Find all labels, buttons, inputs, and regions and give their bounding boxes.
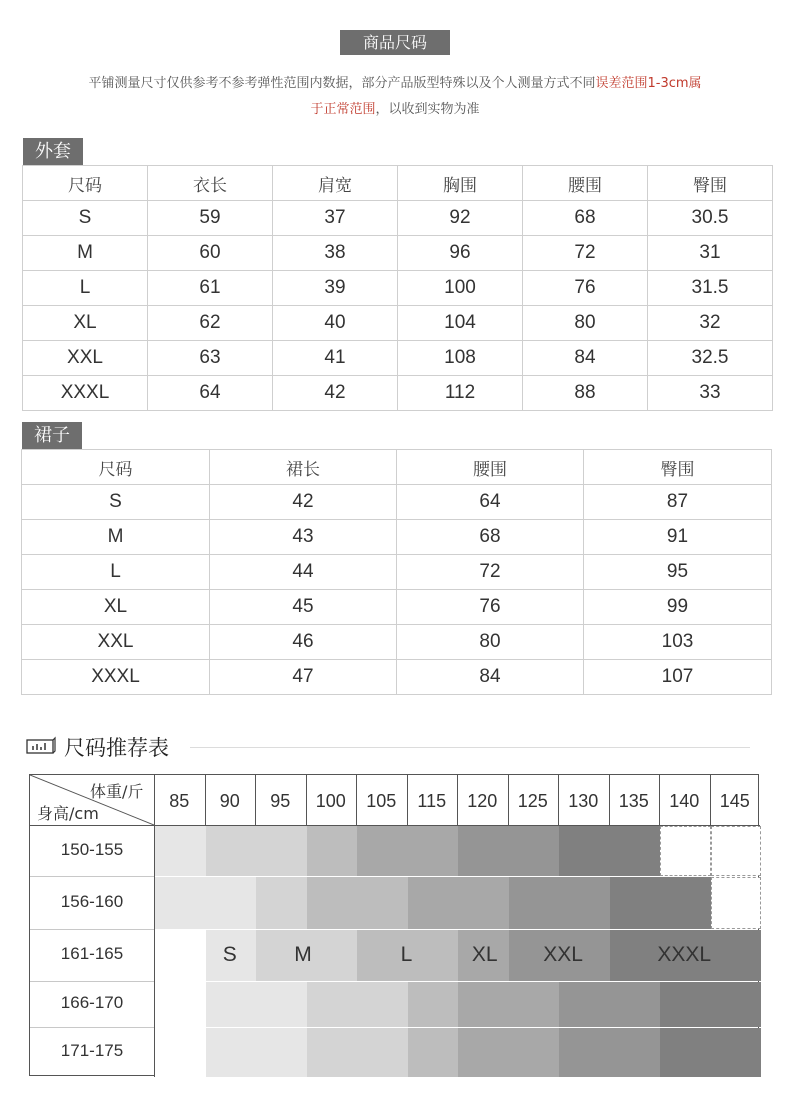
table-cell: 88 [523,376,648,411]
size-label: XL [471,943,498,966]
header-divider [609,775,610,825]
column-header: 臀围 [648,166,773,201]
recommend-cell [256,826,307,876]
table-cell: XXL [23,341,148,376]
recommend-cell [711,877,762,929]
table-cell: 68 [523,201,648,236]
table-cell: 104 [398,306,523,341]
recommend-cell [408,1028,459,1077]
table-row [23,236,773,271]
recommend-cell [206,826,257,876]
table-cell: 72 [397,555,584,590]
height-label: 171-175 [60,1041,124,1060]
size-recommend-chart [29,774,759,1076]
recommend-cell [660,982,711,1027]
column-header: 肩宽 [273,166,398,201]
header-divider [659,775,660,825]
column-header: 裙长 [210,450,397,485]
table-cell: S [22,485,210,520]
weight-header: 120 [467,791,498,811]
table-cell: 59 [148,201,273,236]
header-bottom-line [30,825,760,826]
table-cell: 47 [210,660,397,695]
table-header-row [22,450,772,485]
table-cell: 31.5 [648,271,773,306]
table-cell: 103 [584,625,772,660]
weight-header: 85 [169,791,190,811]
header-divider [306,775,307,825]
height-label: 156-160 [60,891,124,911]
column-header: 尺码 [23,166,148,201]
recommend-cell [256,877,307,929]
row-divider [30,981,154,982]
table-cell: 96 [398,236,523,271]
table-cell: 84 [397,660,584,695]
recommend-cell [559,1028,610,1077]
recommend-cell [660,877,711,929]
coat-size-table [22,165,773,411]
note-line-1: 平铺测量尺寸仅供参考不参考弹性范围内数据，部分产品版型特殊以及个人测量方式不同误差范围1-3cm属 [88,76,702,91]
table-cell: 33 [648,376,773,411]
table-cell: 37 [273,201,398,236]
table-cell: 76 [523,271,648,306]
table-cell: 68 [397,520,584,555]
column-header: 胸围 [398,166,523,201]
table-row [23,271,773,306]
recommend-cell [711,1028,762,1077]
header-divider [205,775,206,825]
skirt-size-table [21,449,772,695]
table-row [22,625,772,660]
table-cell: 44 [210,555,397,590]
table-cell: 38 [273,236,398,271]
recommend-cell [307,826,358,876]
recommend-cell [711,826,762,876]
recommend-cell [509,877,560,929]
recommend-cell [610,930,661,981]
table-cell: 91 [584,520,772,555]
recommend-cell [408,826,459,876]
recommend-cell [357,1028,408,1077]
table-cell: 72 [523,236,648,271]
table-row [23,201,773,236]
recommend-cell [610,826,661,876]
table-cell: 61 [148,271,273,306]
recommend-cell [559,826,610,876]
table-cell: 76 [397,590,584,625]
table-cell: XXL [22,625,210,660]
table-cell: 112 [398,376,523,411]
recommend-cell [155,1028,206,1077]
table-cell: 64 [148,376,273,411]
table-cell: XXXL [22,660,210,695]
table-cell: 39 [273,271,398,306]
table-cell: 107 [584,660,772,695]
recommend-cell [610,877,661,929]
table-cell: 32 [648,306,773,341]
recommend-cell [458,877,509,929]
table-row [22,485,772,520]
recommend-cell [408,982,459,1027]
header-divider [255,775,256,825]
label-column-line [154,775,155,1077]
table-cell: 31 [648,236,773,271]
table-cell: L [22,555,210,590]
weight-header: 115 [417,791,447,811]
table-cell: 84 [523,341,648,376]
table-cell: 60 [148,236,273,271]
table-cell: 46 [210,625,397,660]
table-header-row [23,166,773,201]
table-cell: 30.5 [648,201,773,236]
table-row [22,555,772,590]
height-label: 166-170 [60,993,124,1012]
header-divider [457,775,458,825]
table-cell: L [23,271,148,306]
weight-header: 105 [366,791,397,811]
title-divider [190,747,750,748]
weight-header: 125 [517,791,548,811]
recommend-title [26,732,169,762]
weight-header: 130 [568,791,599,811]
header-divider [508,775,509,825]
recommend-cell [458,826,509,876]
recommend-cell [458,982,509,1027]
weight-axis-label: 体重/斤 [90,782,144,801]
recommend-cell [559,982,610,1027]
recommend-cell [610,982,661,1027]
recommend-cell [155,826,206,876]
note-line-2: 于正常范围，以收到实物为准 [310,102,480,117]
size-label: S [222,943,237,966]
recommend-cell [357,982,408,1027]
weight-header: 140 [669,791,700,811]
recommend-cell [307,1028,358,1077]
table-cell: 63 [148,341,273,376]
recommend-cell [711,982,762,1027]
table-cell: XXXL [23,376,148,411]
recommend-cell [509,1028,560,1077]
recommend-cell [155,877,206,929]
table-cell: M [23,236,148,271]
table-cell: 40 [273,306,398,341]
weight-header: 145 [719,791,750,811]
row-divider [30,876,154,877]
table-cell: 92 [398,201,523,236]
recommend-cell [357,826,408,876]
size-label: M [294,943,312,966]
bar-chart-icon [26,735,56,759]
table-cell: 62 [148,306,273,341]
recommend-cell [307,877,358,929]
page-title: 商品尺码 [340,30,450,55]
table-cell: XL [23,306,148,341]
column-header: 腰围 [523,166,648,201]
table-cell: 95 [584,555,772,590]
size-label: XXL [543,943,583,966]
table-cell: 80 [523,306,648,341]
table-cell: 45 [210,590,397,625]
recommend-cell [458,1028,509,1077]
weight-header: 90 [219,791,240,811]
recommend-title-text: 尺码推荐表 [64,736,169,760]
weight-header: 100 [315,791,346,811]
header-divider [407,775,408,825]
size-label: XXXL [657,943,712,966]
header-divider [558,775,559,825]
recommend-cell [357,877,408,929]
header-divider [356,775,357,825]
recommend-cell [155,930,206,981]
corner-header [30,775,154,825]
recommend-cell [307,930,358,981]
table-cell: 32.5 [648,341,773,376]
column-header: 臀围 [584,450,772,485]
recommend-cell [559,877,610,929]
column-header: 尺码 [22,450,210,485]
weight-header: 135 [618,791,649,811]
height-label: 161-165 [60,944,124,963]
table-cell: 87 [584,485,772,520]
skirt-tag: 裙子 [22,422,82,449]
recommend-cell [155,982,206,1027]
table-row [23,376,773,411]
table-cell: 80 [397,625,584,660]
table-cell: XL [22,590,210,625]
recommend-cell [509,826,560,876]
recommend-cell [610,1028,661,1077]
recommend-cell [206,877,257,929]
table-cell: 64 [397,485,584,520]
recommend-cell [408,930,459,981]
table-cell: 100 [398,271,523,306]
recommend-cell [711,930,762,981]
table-cell: 43 [210,520,397,555]
table-cell: 42 [273,376,398,411]
table-cell: 41 [273,341,398,376]
table-row [23,306,773,341]
recommend-cell [206,982,257,1027]
weight-header: 95 [270,791,291,811]
table-row [22,590,772,625]
recommend-cell [307,982,358,1027]
height-label: 150-155 [60,839,124,859]
recommend-cell [509,982,560,1027]
recommend-cell [660,826,711,876]
table-cell: 99 [584,590,772,625]
recommend-cell [408,877,459,929]
column-header: 腰围 [397,450,584,485]
table-row [22,520,772,555]
column-header: 衣长 [148,166,273,201]
size-label: L [400,943,413,966]
table-cell: S [23,201,148,236]
table-cell: M [22,520,210,555]
header-divider [710,775,711,825]
row-divider [30,929,154,930]
recommend-cell [206,1028,257,1077]
recommend-cell [660,1028,711,1077]
recommend-cell [256,982,307,1027]
recommend-cell [256,1028,307,1077]
row-divider [30,1027,154,1028]
table-cell: 42 [210,485,397,520]
table-row [23,341,773,376]
table-row [22,660,772,695]
height-axis-label: 身高/cm [37,804,99,823]
coat-tag: 外套 [23,138,83,165]
table-cell: 108 [398,341,523,376]
